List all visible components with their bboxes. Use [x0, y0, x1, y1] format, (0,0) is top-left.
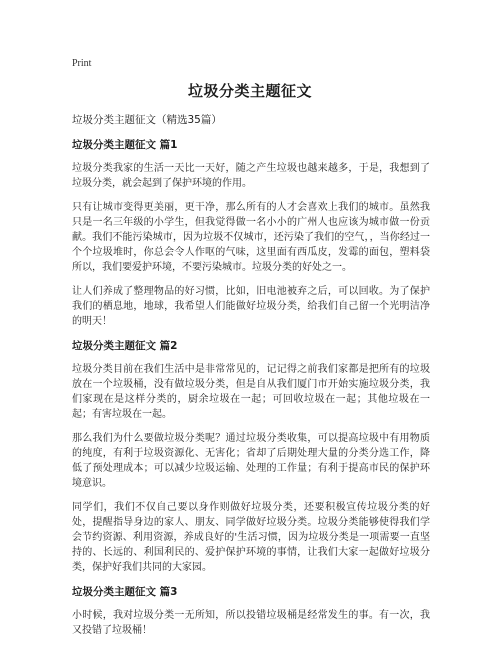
essay-section-2: [72, 338, 430, 575]
paragraph: 那么我们为什么要做垃圾分类呢？通过垃圾分类收集，可以提高垃圾中有用物质的纯度，有利于垃圾资源化、无害化；省却了后期处理大量的分类分选工作，降低了预处理成本；可以减少垃圾运输、处理的工作量；有利于提高市民的保护环境意识。: [72, 433, 430, 489]
section-heading: 垃圾分类主题征文 篇2: [72, 340, 178, 352]
paragraph: 垃圾分类我家的生活一天比一天好，随之产生垃圾也越来越多，于是，我想到了垃圾分类，就会起到了保护环境的作用。: [72, 163, 430, 189]
paragraph: 小时候，我对垃圾分类一无所知，所以投错垃圾桶是经常发生的事。有一次，我又投错了垃圾桶！: [72, 610, 430, 636]
section-heading: 垃圾分类主题征文 篇1: [72, 139, 178, 151]
paragraph: 只有让城市变得更美丽，更干净，那么所有的人才会喜欢上我们的城市。虽然我只是一名三年级的小学生，但我觉得做一名小小的广州人也应该为城市做一份贡献。我们不能污染城市，因为垃圾不仅城市，还污染了我们的空气，，当你经过一个个垃圾堆时，你总会令人作呕的气味，这里面有西瓜皮，发霉的面包，塑料袋所以，我们要爱护环境，不要污染城市。垃圾分类的好处之一。: [72, 202, 430, 273]
page-title: 垃圾分类主题征文: [187, 82, 312, 100]
article-body: [72, 112, 430, 647]
paragraph: 让人们养成了整理物品的好习惯，比如，旧电池被弃之后，可以回收。为了保护我们的栖息地，地球，我希望人们能做好垃圾分类，给我们自己留一个光明洁净的明天！: [72, 286, 430, 327]
paragraph: 同学们，我们不仅自己要以身作则做好垃圾分类，还要积极宣传垃圾分类的好处，提醒指导身边的家人、朋友、同学做好垃圾分类。垃圾分类能够使得我们学会节约资源、利用资源，养成良好的'生活习惯，因为垃圾分类是一项需要一直坚持的、长远的、利国利民的、爱护保护环境的事情，让我们大家一起做好垃圾分类，保护好我们共同的大家园。: [72, 502, 430, 573]
article-subtitle: 垃圾分类主题征文（精选35篇）: [72, 114, 222, 126]
essay-section-3: [72, 584, 430, 638]
essay-section-1: [72, 137, 430, 329]
section-heading: 垃圾分类主题征文 篇3: [72, 586, 178, 598]
paragraph: 垃圾分类目前在我们生活中是非常常见的，记记得之前我们家都是把所有的垃圾放在一个垃圾桶，没有做垃圾分类，但是自从我们厦门市开始实施垃圾分类，我们家现在是这样分类的，厨余垃圾在一起；可回收垃圾在一起；其他垃圾在一起；有害垃圾在一起。: [72, 364, 430, 420]
print-link[interactable]: Print: [72, 58, 92, 69]
